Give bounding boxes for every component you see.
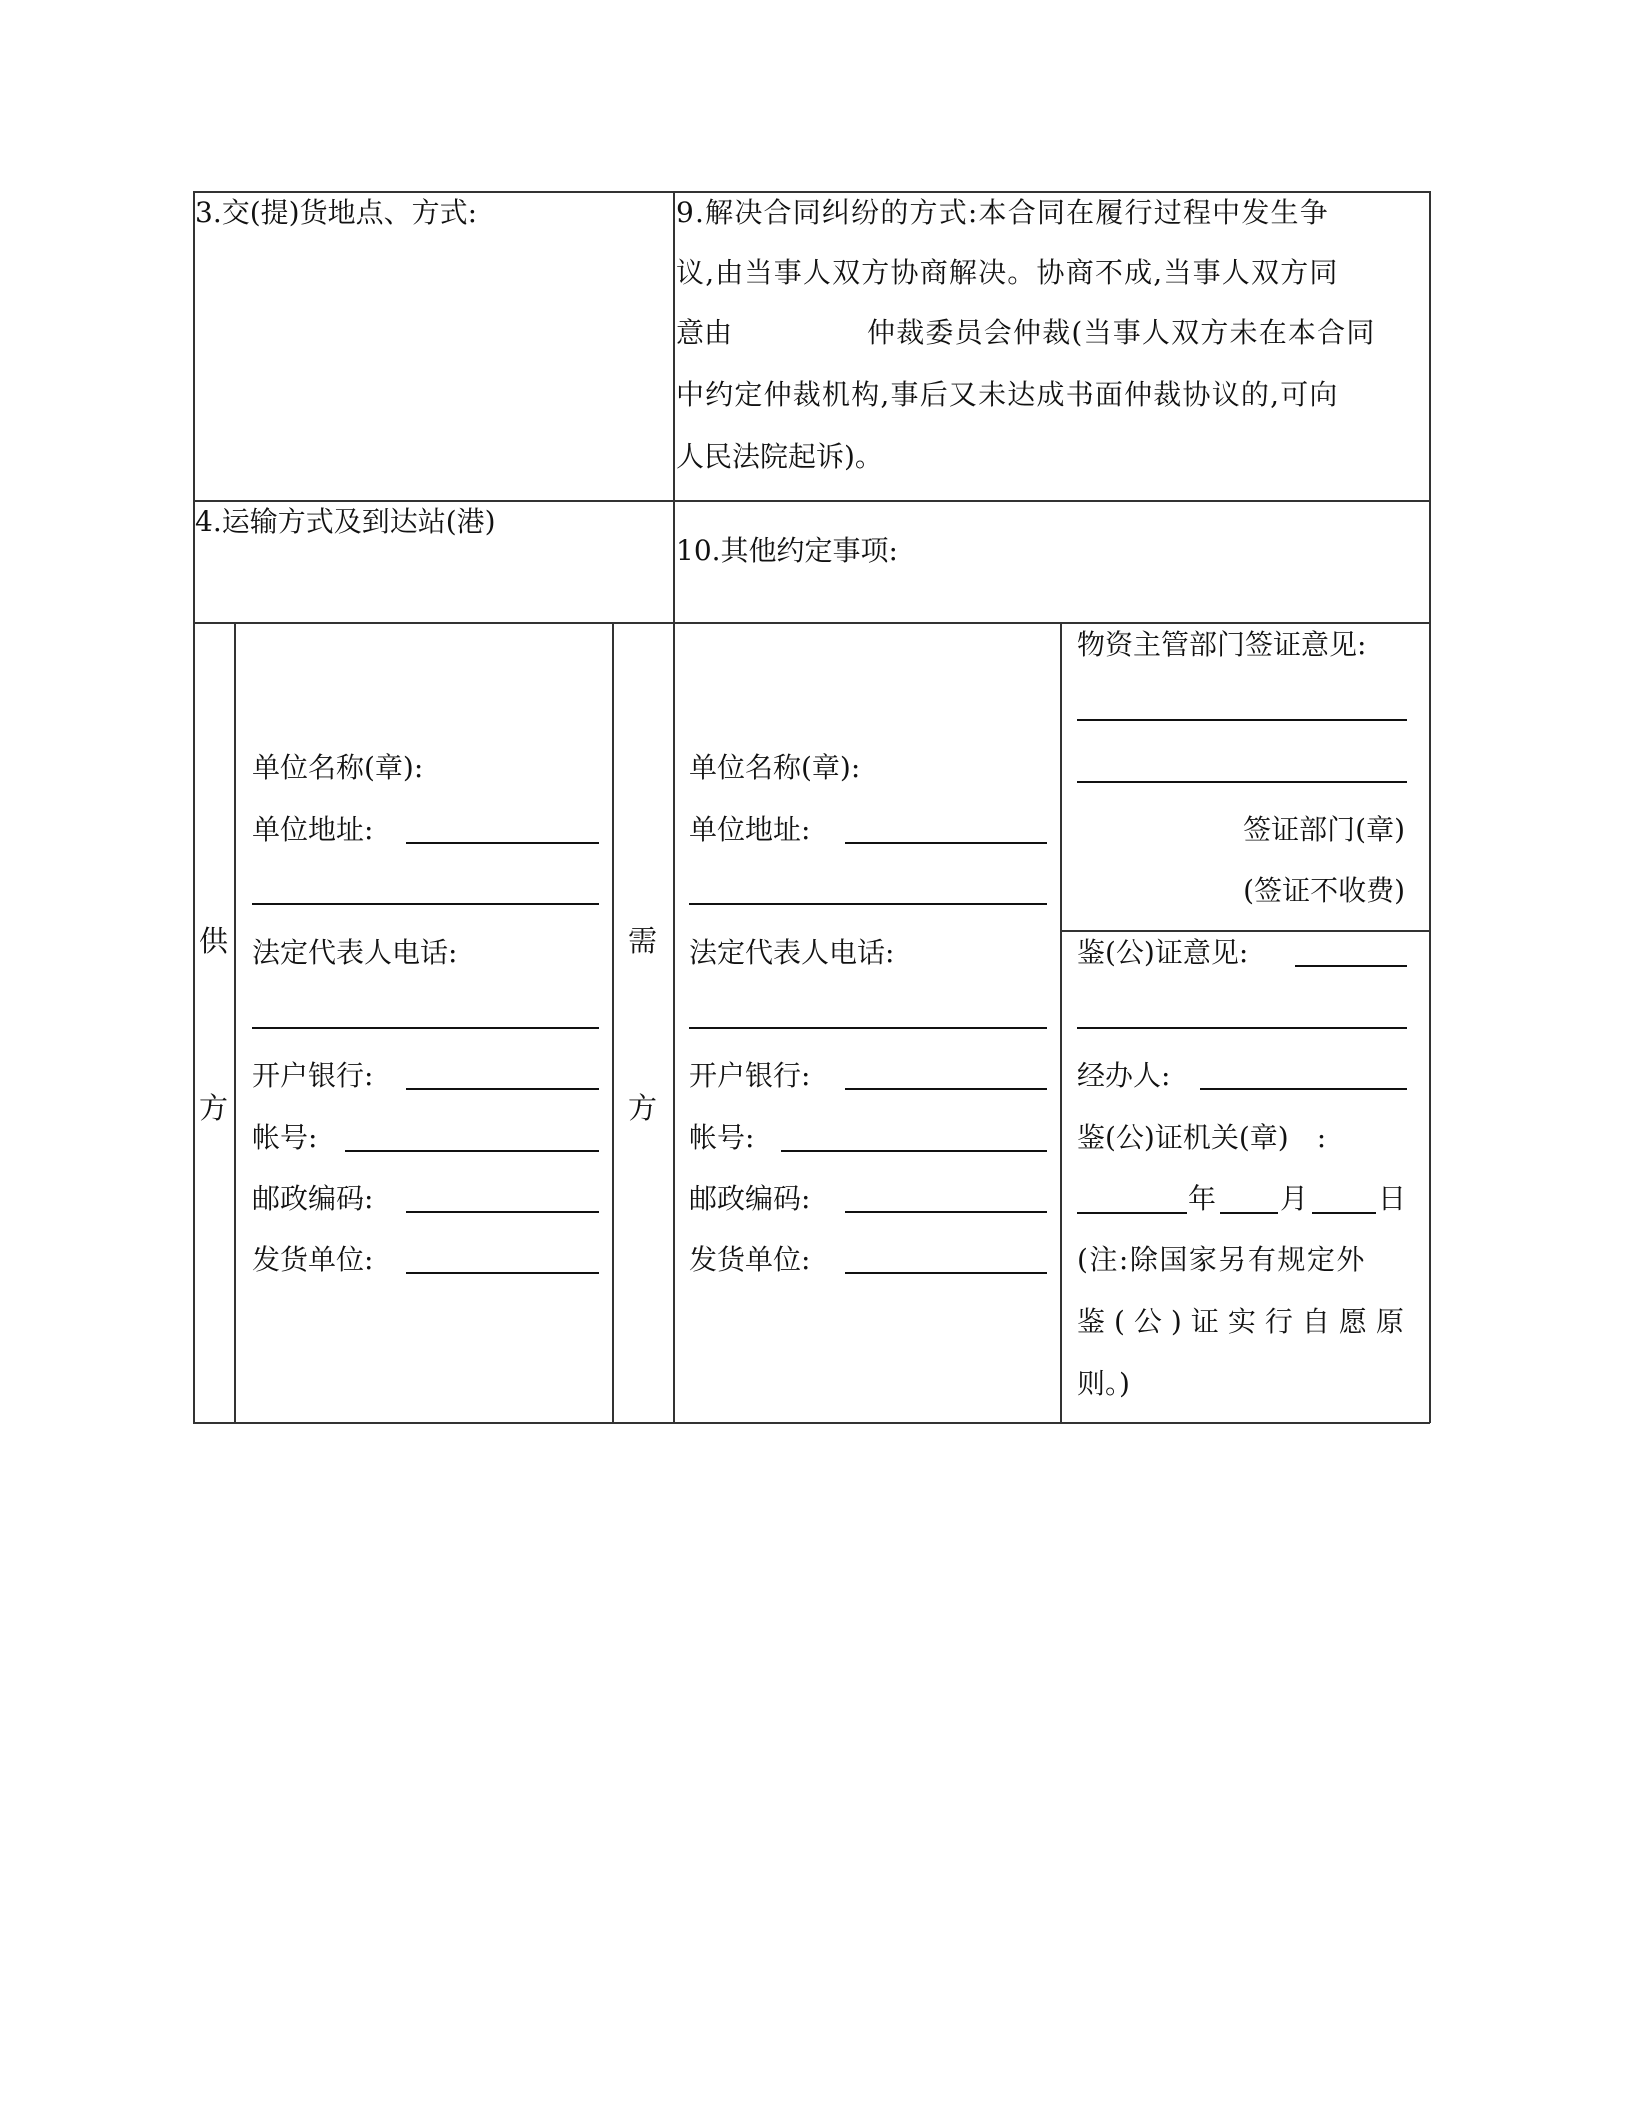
- dispute-line-4: 中约定仲裁机构,事后又未达成书面仲裁协议的,可向: [676, 378, 1339, 411]
- buyer-unit-address: 单位地址:: [689, 813, 811, 846]
- supplier-account: 帐号:: [252, 1121, 318, 1154]
- buyer-bank-line[interactable]: [845, 1088, 1047, 1090]
- supplier-side-char-1: 供: [199, 924, 229, 958]
- date-month-label: 月: [1280, 1182, 1309, 1215]
- notary-note-line-2: 鉴(公)证实行自愿原: [1077, 1305, 1413, 1338]
- dispute-line-3a: 意由: [676, 316, 733, 349]
- notary-handler: 经办人:: [1077, 1059, 1171, 1092]
- notary-opinion-line-2[interactable]: [1077, 1027, 1407, 1029]
- buyer-shipper-line[interactable]: [845, 1272, 1047, 1274]
- buyer-side-char-1: 需: [628, 924, 658, 958]
- buyer-side-char-2: 方: [628, 1091, 658, 1125]
- buyer-shipper: 发货单位:: [689, 1243, 811, 1276]
- supplier-address-line-2[interactable]: [252, 903, 599, 905]
- supplier-address-line[interactable]: [406, 842, 599, 844]
- supplier-side-char-2: 方: [199, 1091, 229, 1125]
- notary-opinion-line[interactable]: [1295, 965, 1407, 967]
- supplier-postcode-line[interactable]: [406, 1211, 599, 1213]
- buyer-unit-name: 单位名称(章):: [689, 751, 861, 784]
- notary-office-seal: 鉴(公)证机关(章) :: [1077, 1121, 1327, 1154]
- supplier-account-line[interactable]: [345, 1150, 599, 1152]
- supplier-legal-rep-phone: 法定代表人电话:: [252, 936, 458, 969]
- buyer-legal-rep-phone: 法定代表人电话:: [689, 936, 895, 969]
- buyer-account-line[interactable]: [781, 1150, 1047, 1152]
- buyer-phone-line[interactable]: [689, 1027, 1047, 1029]
- buyer-account: 帐号:: [689, 1121, 755, 1154]
- authority-dept-seal: 签证部门(章): [1243, 813, 1405, 846]
- transport-title: 4.运输方式及到达站(港): [195, 505, 496, 538]
- buyer-postcode-line[interactable]: [845, 1211, 1047, 1213]
- date-month-line[interactable]: [1220, 1212, 1278, 1214]
- supplier-postcode: 邮政编码:: [252, 1182, 374, 1215]
- supplier-shipper: 发货单位:: [252, 1243, 374, 1276]
- date-day-label: 日: [1378, 1182, 1407, 1215]
- other-terms-title: 10.其他约定事项:: [676, 534, 898, 567]
- authority-no-fee: (签证不收费): [1243, 874, 1405, 907]
- date-year-line[interactable]: [1077, 1212, 1187, 1214]
- supplier-unit-address: 单位地址:: [252, 813, 374, 846]
- buyer-postcode: 邮政编码:: [689, 1182, 811, 1215]
- notary-note-line-1: (注:除国家另有规定外: [1077, 1243, 1366, 1276]
- supplier-bank-line[interactable]: [406, 1088, 599, 1090]
- supplier-unit-name: 单位名称(章):: [252, 751, 424, 784]
- delivery-place-title: 3.交(提)货地点、方式:: [195, 196, 477, 229]
- date-day-line[interactable]: [1312, 1212, 1376, 1214]
- dispute-line-3b: 仲裁委员会仲裁(当事人双方未在本合同: [867, 316, 1376, 349]
- dispute-line-5: 人民法院起诉)。: [676, 440, 883, 473]
- dispute-line-1: 9.解决合同纠纷的方式:本合同在履行过程中发生争: [676, 196, 1329, 229]
- notary-note-line-3: 则。): [1077, 1367, 1130, 1400]
- supplier-shipper-line[interactable]: [406, 1272, 599, 1274]
- supplier-phone-line[interactable]: [252, 1027, 599, 1029]
- buyer-bank: 开户银行:: [689, 1059, 811, 1092]
- authority-opinion-line-2[interactable]: [1077, 781, 1407, 783]
- notary-handler-line[interactable]: [1200, 1088, 1407, 1090]
- dispute-line-2: 议,由当事人双方协商解决。协商不成,当事人双方同: [676, 256, 1339, 289]
- buyer-address-line[interactable]: [845, 842, 1047, 844]
- authority-title: 物资主管部门签证意见:: [1077, 628, 1367, 661]
- supplier-bank: 开户银行:: [252, 1059, 374, 1092]
- authority-opinion-line-1[interactable]: [1077, 719, 1407, 721]
- buyer-address-line-2[interactable]: [689, 903, 1047, 905]
- date-year-label: 年: [1188, 1182, 1217, 1215]
- notary-opinion: 鉴(公)证意见:: [1077, 936, 1249, 969]
